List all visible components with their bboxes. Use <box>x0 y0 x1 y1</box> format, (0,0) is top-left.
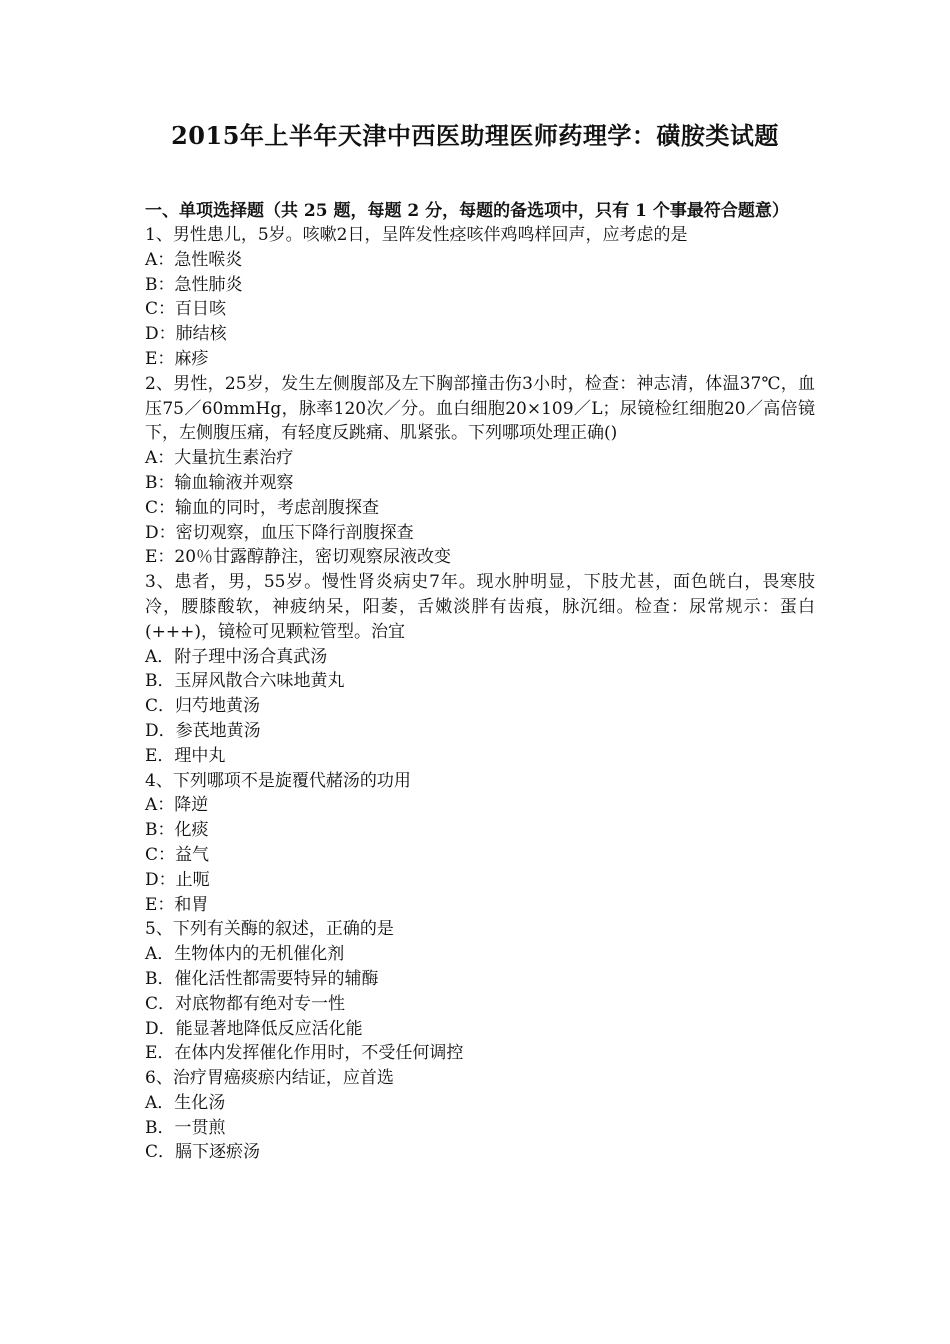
option-a: A：大量抗生素治疗 <box>145 448 294 469</box>
question-3 <box>145 570 815 768</box>
option-c: C：益气 <box>145 844 210 865</box>
option-b: B：输血输液并观察 <box>145 472 294 493</box>
page-title: 2015年上半年天津中西医助理医师药理学：磺胺类试题 <box>171 121 779 150</box>
question-6 <box>145 1066 815 1165</box>
option-b: B．催化活性都需要特异的辅酶 <box>145 968 379 989</box>
question-text: 2、男性，25岁，发生左侧腹部及左下胸部撞击伤3小时，检查：神志清，体温37℃，血压75／60mmHg，脉率120次／分。血白细胞20×109／L；尿镜检红细胞20／高倍镜下，左侧腹压痛，有轻度反跳痛、肌紧张。下列哪项处理正确() <box>145 373 815 444</box>
question-text: 5、下列有关酶的叙述，正确的是 <box>145 919 394 940</box>
option-b: B．一贯煎 <box>145 1117 226 1138</box>
option-e: E．在体内发挥催化作用时，不受任何调控 <box>145 1043 464 1064</box>
option-e: E：麻疹 <box>145 348 209 369</box>
question-text: 6、治疗胃癌痰瘀内结证，应首选 <box>145 1068 394 1089</box>
document-body <box>145 199 815 1165</box>
option-e: E：和胃 <box>145 894 209 915</box>
question-text: 1、男性患儿，5岁。咳嗽2日，呈阵发性痉咳伴鸡鸣样回声，应考虑的是 <box>145 225 688 245</box>
option-d: D：密切观察，血压下降行剖腹探查 <box>145 522 414 543</box>
section-heading: 一、单项选择题（共 25 题，每题 2 分，每题的备选项中，只有 1 个事最符合题意） <box>145 201 789 221</box>
question-text: 3、患者，男，55岁。慢性肾炎病史7年。现水肿明显，下肢尤甚，面色㿠白，畏寒肢冷，腰膝酸软，神疲纳呆，阳萎，舌嫩淡胖有齿痕，脉沉细。检查：尿常规示：蛋白(+++)，镜检可见颗粒管型。治宜 <box>145 572 815 642</box>
option-c: C．膈下逐瘀汤 <box>145 1142 261 1163</box>
option-a: A．生化汤 <box>145 1092 226 1113</box>
option-b: B：化痰 <box>145 820 209 841</box>
question-2 <box>145 372 815 570</box>
option-b: B．玉屏风散合六味地黄丸 <box>145 671 345 692</box>
option-c: C：百日咳 <box>145 299 227 320</box>
option-d: D：肺结核 <box>145 324 227 345</box>
option-e: E：20％甘露醇静注，密切观察尿液改变 <box>145 547 452 568</box>
option-d: D：止呃 <box>145 869 210 890</box>
question-4 <box>145 769 815 918</box>
option-c: C：输血的同时，考虑剖腹探查 <box>145 497 380 518</box>
option-a: A：降逆 <box>145 795 209 816</box>
option-d: D．能显著地降低反应活化能 <box>145 1018 363 1039</box>
question-text: 4、下列哪项不是旋覆代赭汤的功用 <box>145 770 411 791</box>
question-5 <box>145 917 815 1066</box>
option-b: B：急性肺炎 <box>145 274 243 295</box>
option-c: C．对底物都有绝对专一性 <box>145 993 346 1014</box>
question-1 <box>145 223 815 372</box>
option-a: A．生物体内的无机催化剂 <box>145 944 345 965</box>
option-d: D．参芪地黄汤 <box>145 720 261 741</box>
option-a: A：急性喉炎 <box>145 249 243 270</box>
option-a: A．附子理中汤合真武汤 <box>145 646 328 667</box>
option-c: C．归芍地黄汤 <box>145 696 261 717</box>
option-e: E．理中丸 <box>145 745 226 766</box>
